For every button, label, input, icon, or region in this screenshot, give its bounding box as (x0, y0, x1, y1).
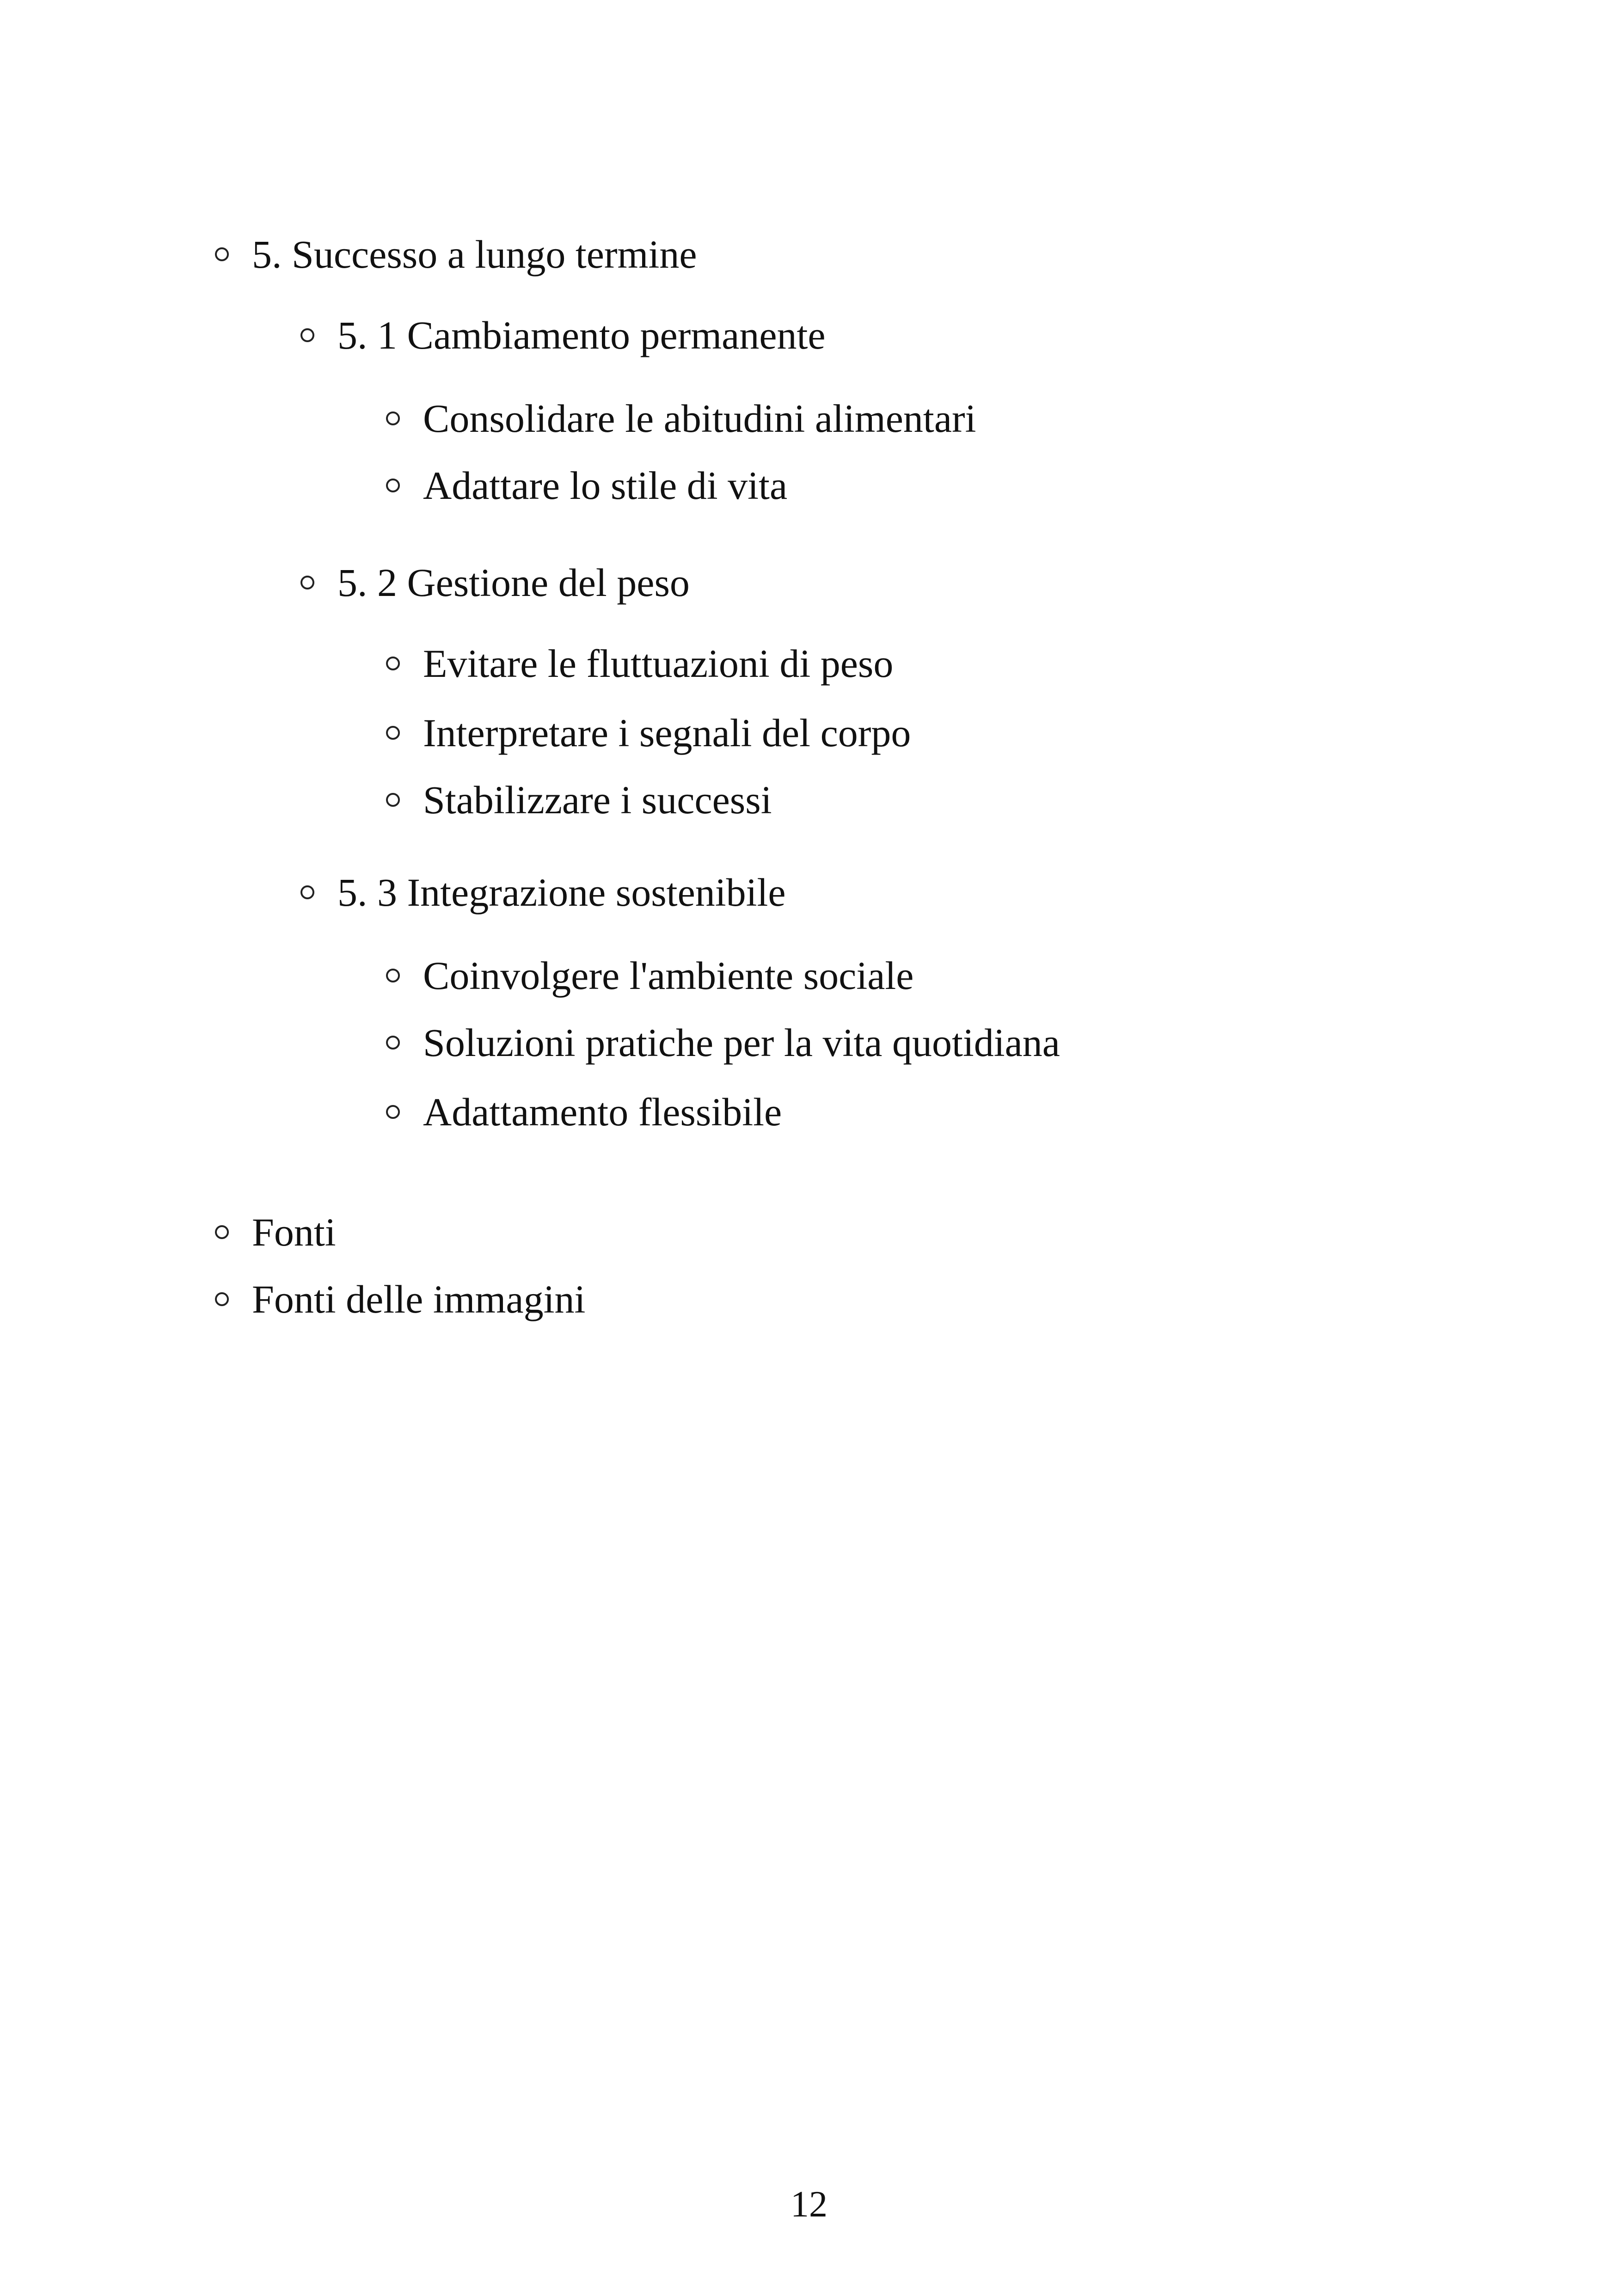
toc-entry-soluzioni[interactable] (386, 1015, 1060, 1070)
bullet-icon (300, 885, 314, 899)
bullet-icon (386, 411, 400, 425)
bullet-icon (300, 576, 314, 589)
toc-entry-adattamento[interactable] (386, 1084, 782, 1140)
toc-entry-section-5[interactable] (215, 227, 697, 282)
bullet-icon (300, 328, 314, 342)
bullet-icon (215, 1292, 229, 1306)
toc-entry-label: Evitare le fluttuazioni di peso (423, 641, 894, 686)
toc-entry-label: Soluzioni pratiche per la vita quotidiana (423, 1020, 1060, 1065)
page-number: 12 (791, 2184, 827, 2225)
toc-entry-label: Adattamento flessibile (423, 1090, 782, 1134)
toc-entry-5-2[interactable] (300, 555, 690, 610)
toc-entry-coinvolgere[interactable] (386, 948, 913, 1003)
toc-entry-consolidare[interactable] (386, 391, 976, 446)
bullet-icon (215, 1225, 229, 1239)
toc-entry-evitare[interactable] (386, 636, 893, 691)
toc-entry-label: 5. 1 Cambiamento permanente (337, 313, 826, 357)
bullet-icon (386, 793, 400, 807)
toc-entry-label: 5. Successo a lungo termine (252, 232, 697, 276)
bullet-icon (386, 479, 400, 492)
bullet-icon (386, 969, 400, 982)
bullet-icon (386, 657, 400, 670)
toc-entry-5-3[interactable] (300, 865, 786, 920)
toc-entry-fonti-immagini[interactable] (215, 1271, 585, 1327)
bullet-icon (386, 1105, 400, 1119)
toc-entry-adattare[interactable] (386, 458, 787, 513)
toc-entry-label: Interpretare i segnali del corpo (423, 711, 911, 755)
bullet-icon (386, 726, 400, 740)
toc-entry-stabilizzare[interactable] (386, 772, 772, 828)
toc-entry-label: Coinvolgere l'ambiente sociale (423, 953, 914, 998)
toc-entry-label: 5. 2 Gestione del peso (337, 560, 690, 605)
toc-entry-label: Consolidare le abitudini alimentari (423, 396, 976, 441)
toc-entry-5-1[interactable] (300, 307, 826, 363)
bullet-icon (215, 247, 229, 261)
toc-entry-label: Adattare lo stile di vita (423, 463, 788, 508)
toc-entry-label: Fonti (252, 1210, 336, 1254)
toc-entry-label: Stabilizzare i successi (423, 778, 772, 822)
bullet-icon (386, 1036, 400, 1050)
toc-entry-fonti[interactable] (215, 1204, 336, 1260)
toc-entry-label: 5. 3 Integrazione sostenibile (337, 870, 786, 915)
toc-entry-label: Fonti delle immagini (252, 1277, 586, 1321)
toc-entry-interpretare[interactable] (386, 705, 911, 761)
